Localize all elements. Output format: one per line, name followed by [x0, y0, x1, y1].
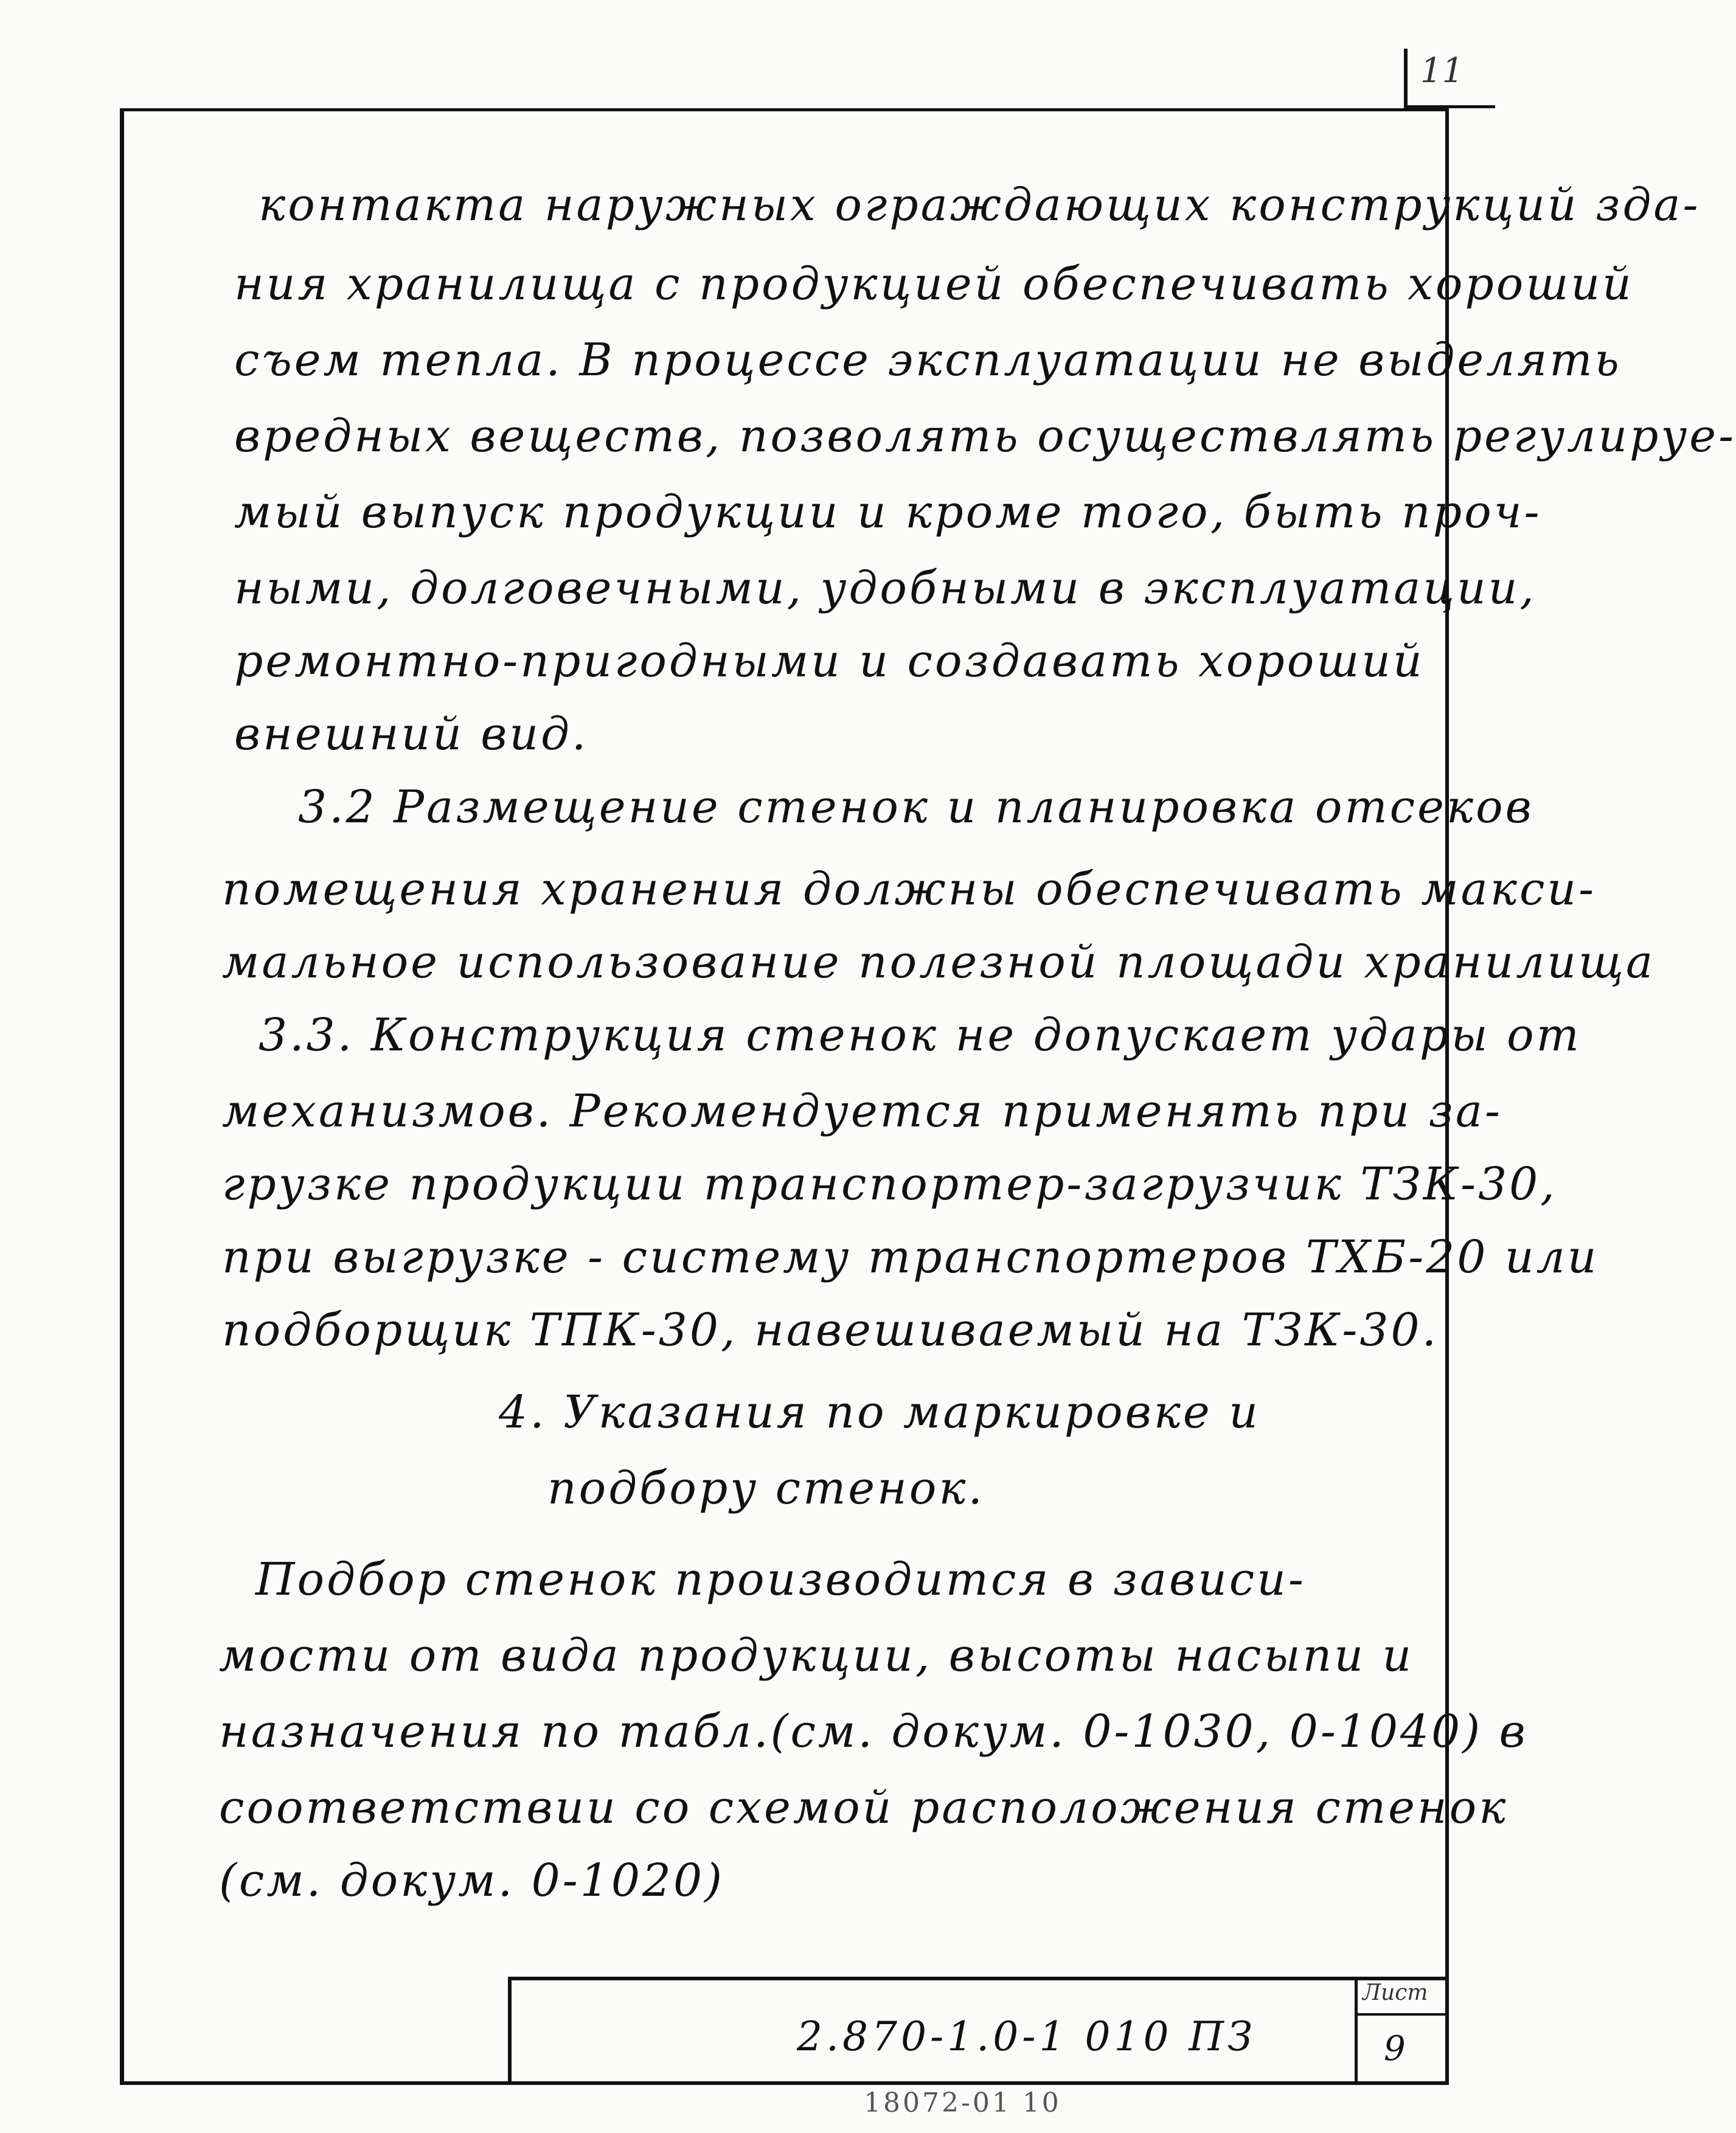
- text-line: помещения хранения должны обеспечивать макси-: [222, 863, 1597, 915]
- text-line: вредных веществ, позволять осуществлять регулируе-: [234, 410, 1736, 462]
- text-line: соответствии со схемой расположения стенок: [219, 1781, 1509, 1834]
- text-line: назначения по табл.(см. докум. 0-1030, 0-1040) в: [219, 1705, 1528, 1758]
- text-line: при выгрузке - систему транспортеров ТХБ-20 или: [222, 1231, 1599, 1283]
- section-heading-4-cont: подбору стенок.: [547, 1462, 985, 1514]
- sheet-divider: [1355, 2013, 1449, 2016]
- text-line: грузке продукции транспортер-загрузчик ТЗК-30,: [222, 1158, 1557, 1210]
- text-line: мальное использование полезной площади хранилища: [222, 936, 1656, 988]
- text-line: внешний вид.: [234, 708, 589, 760]
- text-line: съем тепла. В процессе эксплуатации не выделять: [234, 334, 1622, 386]
- text-line: ремонтно-пригодными и создавать хороший: [234, 635, 1425, 687]
- text-line: контакта наружных ограждающих конструкций зда-: [259, 179, 1701, 231]
- sheet-label: Лист: [1363, 1980, 1428, 2005]
- sheet-number: 9: [1384, 2029, 1406, 2069]
- text-line: подборщик ТПК-30, навешиваемый на ТЗК-30.: [222, 1304, 1439, 1356]
- text-line: мости от вида продукции, высоты насыпи и: [219, 1629, 1414, 1682]
- archive-stamp: 18072-01 10: [864, 2087, 1061, 2118]
- text-line: ния хранилища с продукцией обеспечивать хороший: [234, 258, 1634, 310]
- text-line: ными, долговечными, удобными в эксплуатации,: [234, 562, 1536, 614]
- section-heading-3-3: 3.3. Конструкция стенок не допускает удары от: [259, 1009, 1581, 1061]
- text-line: мый выпуск продукции и кроме того, быть проч-: [234, 486, 1542, 538]
- text-line: (см. докум. 0-1020): [219, 1854, 724, 1907]
- text-line: механизмов. Рекомендуется применять при за-: [222, 1085, 1502, 1137]
- document-code: 2.870-1.0-1 010 ПЗ: [797, 2013, 1257, 2060]
- text-line: Подбор стенок производится в зависи-: [255, 1553, 1306, 1606]
- page-number: 11: [1420, 51, 1464, 91]
- section-heading-3-2: 3.2 Размещение стенок и планировка отсеков: [298, 781, 1534, 833]
- section-heading-4: 4. Указания по маркировке и: [499, 1386, 1260, 1438]
